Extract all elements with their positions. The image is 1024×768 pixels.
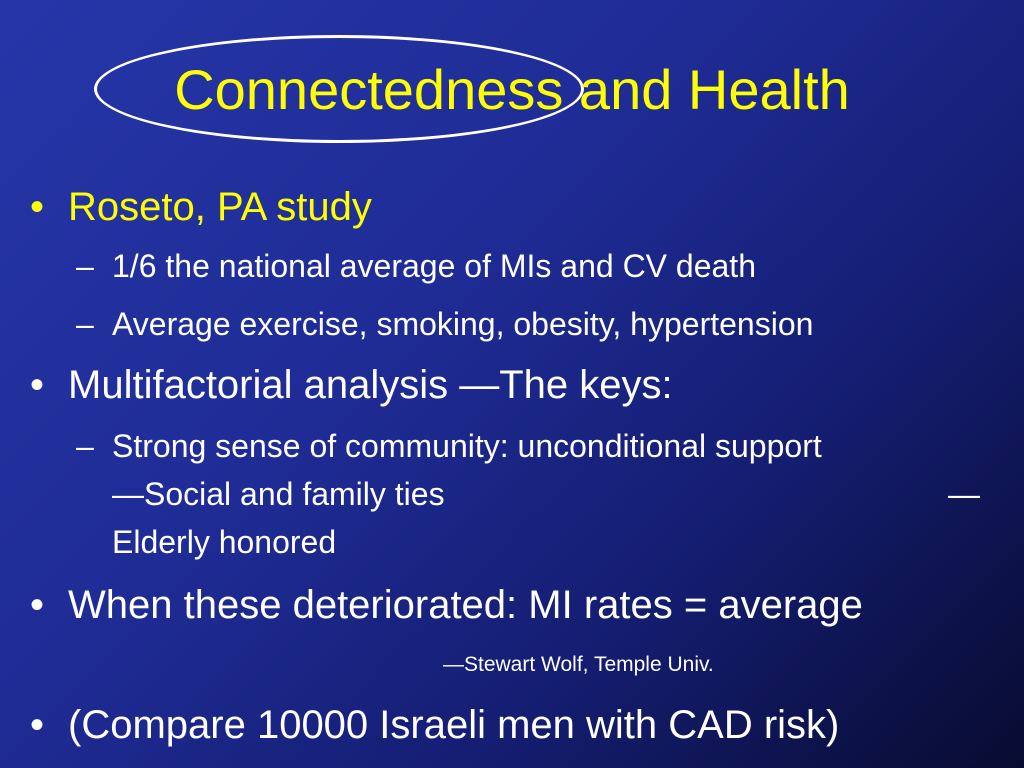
subbullet-text: 1/6 the national average of MIs and CV death	[112, 248, 756, 284]
subbullet-text-line3: Elderly honored	[112, 524, 337, 560]
subbullet-marker: –	[76, 306, 94, 342]
subbullet-marker: –	[76, 248, 94, 284]
subbullet-text: Average exercise, smoking, obesity, hypertension	[112, 306, 814, 342]
subbullet-community-line2a	[112, 470, 445, 518]
bullet-marker: •	[30, 703, 45, 747]
attribution: —Stewart Wolf, Temple Univ.	[443, 653, 714, 676]
bullet-marker: •	[30, 185, 45, 229]
subbullet-marker: –	[76, 428, 94, 464]
bullet-marker: •	[30, 583, 45, 627]
slide-title: Connectedness and Health	[174, 58, 850, 121]
subbullet-text-line2b: —	[948, 476, 980, 512]
subbullet-text-line1: Strong sense of community: unconditional support	[112, 428, 822, 464]
subbullet-text-line2a: —Social and family ties	[112, 476, 445, 512]
bullet-text: When these deteriorated: MI rates = average	[68, 583, 863, 627]
subbullet-community-line2b	[948, 470, 980, 518]
bullet-text: (Compare 10000 Israeli men with CAD risk)	[68, 703, 840, 747]
bullet-text: Multifactorial analysis —The keys:	[68, 363, 673, 407]
bullet-marker: •	[30, 363, 45, 407]
subbullet-community-line3	[112, 518, 336, 566]
bullet-text: Roseto, PA study	[68, 185, 372, 229]
